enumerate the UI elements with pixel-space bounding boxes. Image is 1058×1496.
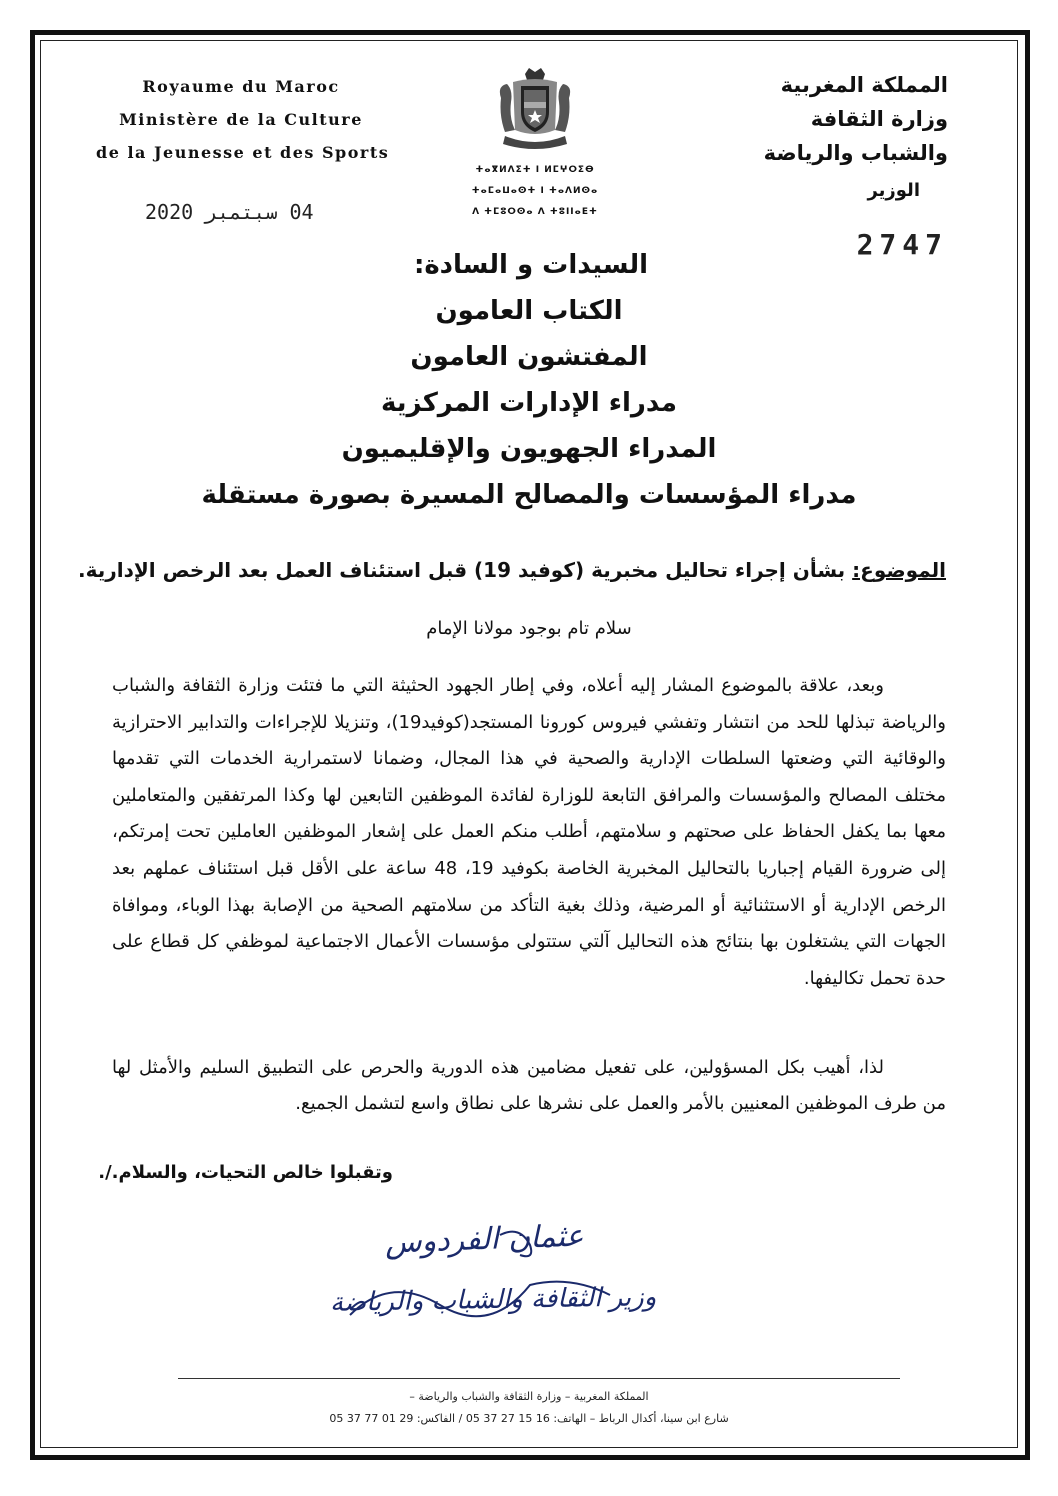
- footer-line-1: المملكة المغربية – وزارة الثقافة والشباب والرياضة –: [409, 1390, 649, 1403]
- greeting: سلام تام بوجود مولانا الإمام: [426, 618, 632, 639]
- addressee-item: المدراء الجهويون والإقليميون: [341, 434, 717, 464]
- body-paragraph-1: وبعد، علاقة بالموضوع المشار إليه أعلاه، وفي إطار الجهود الحثيثة التي ما فتئت وزارة الثقافة والشباب والرياضة تبذلها للحد من انتشار وتفشي فيروس كورونا المستجد(كوفيد19)، وتنزيلا للإجراءات والتدابير الاحترازية والوقائية التي وضعتها السلطات الإدارية والصحية في هذا المجال، وضمانا لاستمرارية الخدمات التي تقدمها مختلف المصالح والمؤسسات والمرافق التابعة للوزارة لفائدة الموظفين التابعين لها وكذا المرتفقين والمتعاملين معها بما يكفل الحفاظ على صحتهم و سلامتهم، أطلب منكم العمل على إشعار الموظفين العاملين تحت إمرتكم، إلى ضرورة القيام إجباريا بالتحاليل المخبرية الخاصة بكوفيد 19، 48 ساعة على الأقل قبل استئناف عملهم بعد الرخص الإدارية أو الاستثنائية أو المرضية، وذلك بغية التأكد من سلامتهم الصحية من الإصابة بهذا الوباء، وموافاة الجهات التي يشتغلون بها بنتائج هذه التحاليل آلتي ستتولى مؤسسات الأعمال الاجتماعية لموظفي كل قطاع على حدة تحمل تكاليفها.: [112, 675, 946, 989]
- addressee-item: المفتشون العامون: [410, 342, 648, 372]
- header-arabic: [688, 68, 948, 208]
- header-fr-line1: Royaume du Maroc: [142, 77, 340, 96]
- reference-number-stamp: 2747: [856, 228, 948, 261]
- header-ar-line2: وزارة الثقافة: [810, 107, 948, 131]
- signature-title: وزير الثقافة والشباب والرياضة: [329, 1282, 657, 1318]
- addressee-item: الكتاب العامون: [435, 296, 623, 326]
- header-tifinagh: [455, 160, 615, 223]
- header-french: [96, 70, 390, 169]
- footer-divider: [178, 1378, 900, 1379]
- signature-name: عثمان الفردوس: [384, 1218, 585, 1261]
- closing-line: وتقبلوا خالص التحيات، والسلام./.: [98, 1162, 393, 1183]
- date-stamp: 04 سبتمبر 2020: [145, 200, 314, 224]
- salutation: السيدات و السادة:: [413, 250, 648, 280]
- coat-of-arms-icon: [495, 68, 575, 152]
- addressee-item: مدراء المؤسسات والمصالح المسيرة بصورة مستقلة: [201, 480, 857, 510]
- header-fr-line3: de la Jeunesse et des Sports: [96, 143, 390, 162]
- subject-line: [78, 558, 946, 582]
- header-ar-line1: المملكة المغربية: [780, 73, 948, 97]
- header-tifinagh-line1: ⵜⴰⴳⵍⴷⵉⵜ ⵏ ⵍⵎⵖⵔⵉⴱ: [475, 165, 595, 175]
- footer-line-2: شارع ابن سينا، أكدال الرباط – الهاتف: 16 15 27 37 05 / الفاكس: 29 01 77 37 05: [329, 1412, 729, 1425]
- header-ar-title: الوزير: [867, 180, 920, 201]
- header-tifinagh-line3: ⴷ ⵜⵎⵓⵔⵙⴰ ⴷ ⵜⵓⵏⵏⴰⴹⵜ: [472, 207, 598, 217]
- header-fr-line2: Ministère de la Culture: [119, 110, 363, 129]
- header-tifinagh-line2: ⵜⴰⵎⴰⵡⴰⵙⵜ ⵏ ⵜⴰⴷⵍⵙⴰ: [471, 186, 599, 196]
- body-paragraph-2: لذا، أهيب بكل المسؤولين، على تفعيل مضامين هذه الدورية والحرص على التطبيق السليم والأمثل لها من طرف الموظفين المعنيين بالأمر والعمل على نشرها على نطاق واسع لتشمل الجميع.: [112, 1057, 946, 1114]
- subject-label: الموضوع:: [852, 558, 946, 582]
- header-ar-line3: والشباب والرياضة: [763, 141, 948, 165]
- addressee-item: مدراء الإدارات المركزية: [380, 388, 678, 418]
- subject-text: بشأن إجراء تحاليل مخبرية (كوفيد 19) قبل استئناف العمل بعد الرخص الإدارية.: [77, 558, 846, 582]
